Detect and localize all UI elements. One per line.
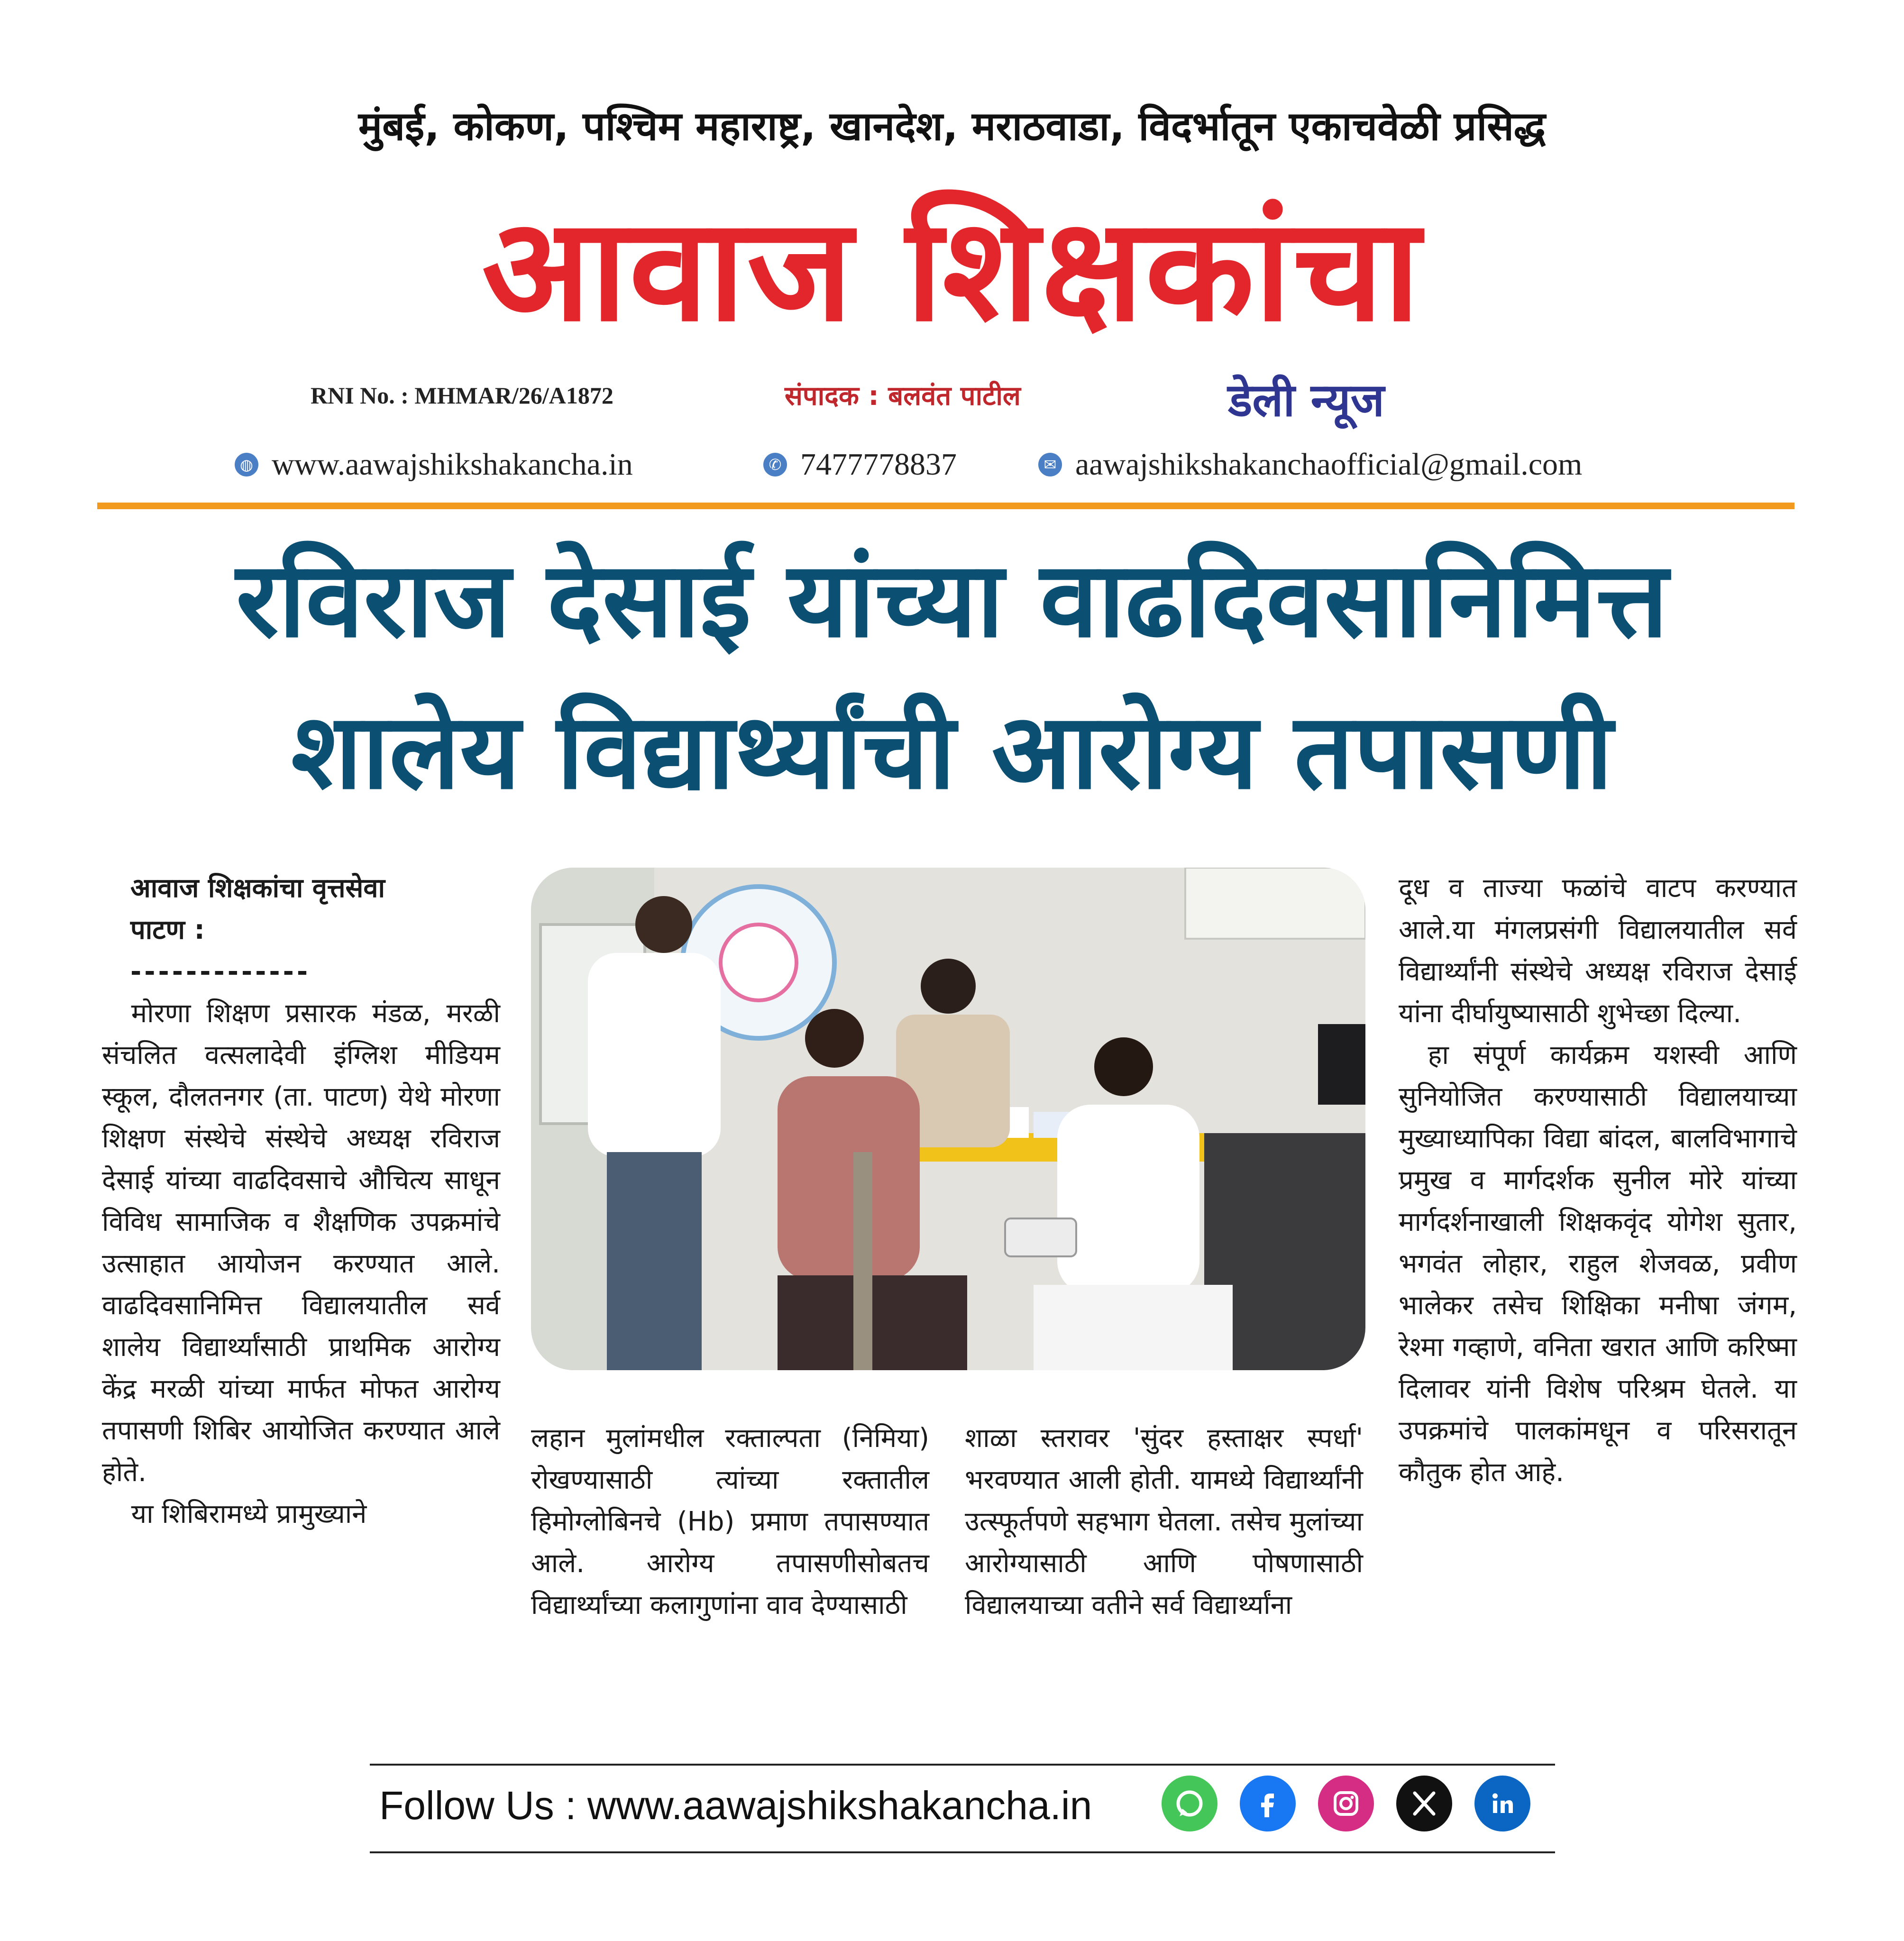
article-column-3 xyxy=(965,1418,1363,1626)
column-2-paragraph: लहान मुलांमधील रक्ताल्पता (निमिया) रोखण्यासाठी त्यांच्या रक्तातील हिमोग्लोबिनचे (Hb) प्रमाण तपासण्यात आले. आरोग्य तपासणीसोबतच विद्यार्थ्यांच्या कलागुणांना वाव देण्यासाठी xyxy=(531,1423,929,1621)
footer-top-rule xyxy=(370,1764,1555,1766)
column-1-paragraph-2: या शिबिरामध्ये प्रामुख्याने xyxy=(131,1499,367,1529)
editor-credit: संपादक : बलवंत पाटील xyxy=(785,381,1021,412)
byline-place: पाटण : xyxy=(130,915,205,945)
article-photo xyxy=(531,868,1365,1370)
email-contact xyxy=(1038,446,1582,484)
article-column-2 xyxy=(531,1418,929,1626)
byline-agency: आवाज शिक्षकांचा वृत्तसेवा xyxy=(130,873,385,904)
phone-icon: ✆ xyxy=(763,453,787,476)
rni-number: RNI No. : MHMAR/26/A1872 xyxy=(311,382,613,409)
health-checkup-illustration xyxy=(531,868,1365,1370)
website-link[interactable]: www.aawajshikshakancha.in xyxy=(272,447,633,482)
headline-line-1: रविराज देसाई यांच्या वाढदिवसानिमित्त xyxy=(236,539,1668,660)
footer-bottom-rule xyxy=(370,1851,1555,1853)
newspaper-logo: आवाज शिक्षकांचा xyxy=(482,187,1422,353)
edition-label: डेली न्यूज xyxy=(1228,374,1384,427)
whatsapp-icon[interactable] xyxy=(1162,1776,1217,1831)
follow-us-text[interactable]: Follow Us : www.aawajshikshakancha.in xyxy=(379,1783,1092,1828)
x-icon[interactable] xyxy=(1396,1776,1452,1831)
column-1-paragraph-1: मोरणा शिक्षण प्रसारक मंडळ, मरळी संचलित वत्सलादेवी इंग्लिश मीडियम स्कूल, दौलतनगर (ता. पाटण) येथे मोरणा शिक्षण संस्थेचे संस्थेचे अध्यक्ष रविराज देसाई यांच्या वाढदिवसाचे औचित्य साधून विविध सामाजिक व शैक्षणिक उपक्रमांचे उत्साहात आयोजन करण्यात आले. वाढदिवसानिमित्त विद्यालयातील सर्व शालेय विद्यार्थ्यांसाठी प्राथमिक आरोग्य केंद्र मरळी यांच्या मार्फत मोफत आरोग्य तपासणी शिबिर आयोजित करण्यात आले होते. xyxy=(102,998,500,1488)
email-icon: ✉ xyxy=(1038,453,1062,476)
globe-icon: ◍ xyxy=(235,453,258,476)
phone-number[interactable]: 7477778837 xyxy=(800,447,957,482)
facebook-icon[interactable] xyxy=(1240,1776,1296,1831)
column-4-paragraph-2: हा संपूर्ण कार्यक्रम यशस्वी आणि सुनियोजित करण्यासाठी विद्यालयाच्या मुख्याध्यापिका विद्या बांदल, बालविभागाचे प्रमुख व मार्गदर्शक सुनील मोरे यांच्या मार्गदर्शनाखाली शिक्षकवृंद योगेश सुतार, भगवंत लोहार, राहुल शेजवळ, प्रवीण भालेकर तसेच शिक्षिका मनीषा जंगम, रेश्मा गव्हाणे, वनिता खरात आणि करिष्मा दिलावर यांनी विशेष परिश्रम घेतले. या उपक्रमांचे पालकांमधून व परिसरातून कौतुक होत आहे. xyxy=(1399,1040,1797,1488)
instagram-icon[interactable] xyxy=(1318,1776,1374,1831)
byline-separator: ------------- xyxy=(130,956,311,987)
masthead-divider xyxy=(97,503,1794,509)
article-column-4 xyxy=(1399,868,1797,1493)
masthead-tagline: मुंबई, कोकण, पश्चिम महाराष्ट्र, खानदेश, मराठवाडा, विदर्भातून एकाचवेळी प्रसिद्ध xyxy=(358,103,1546,149)
column-4-paragraph-1: दूध व ताज्या फळांचे वाटप करण्यात आले.या मंगलप्रसंगी विद्यालयातील सर्व विद्यार्थ्यांनी संस्थेचे अध्यक्ष रविराज देसाई यांना दीर्घायुष्यासाठी शुभेच्छा दिल्या. xyxy=(1399,873,1797,1029)
column-3-paragraph: शाळा स्तरावर 'सुंदर हस्ताक्षर स्पर्धा' भरवण्यात आली होती. यामध्ये विद्यार्थ्यांनी उत्स्फूर्तपणे सहभाग घेतला. तसेच मुलांच्या आरोग्यासाठी आणि पोषणासाठी विद्यालयाच्या वतीने सर्व विद्यार्थ्यांना xyxy=(965,1423,1363,1621)
article-column-1 xyxy=(102,868,500,1535)
linkedin-icon[interactable] xyxy=(1474,1776,1530,1831)
email-address[interactable]: aawajshikshakanchaofficial@gmail.com xyxy=(1075,447,1583,482)
phone-contact xyxy=(763,446,957,484)
headline-line-2: शालेय विद्यार्थ्यांची आरोग्य तपासणी xyxy=(291,691,1613,812)
website-contact xyxy=(235,446,633,484)
